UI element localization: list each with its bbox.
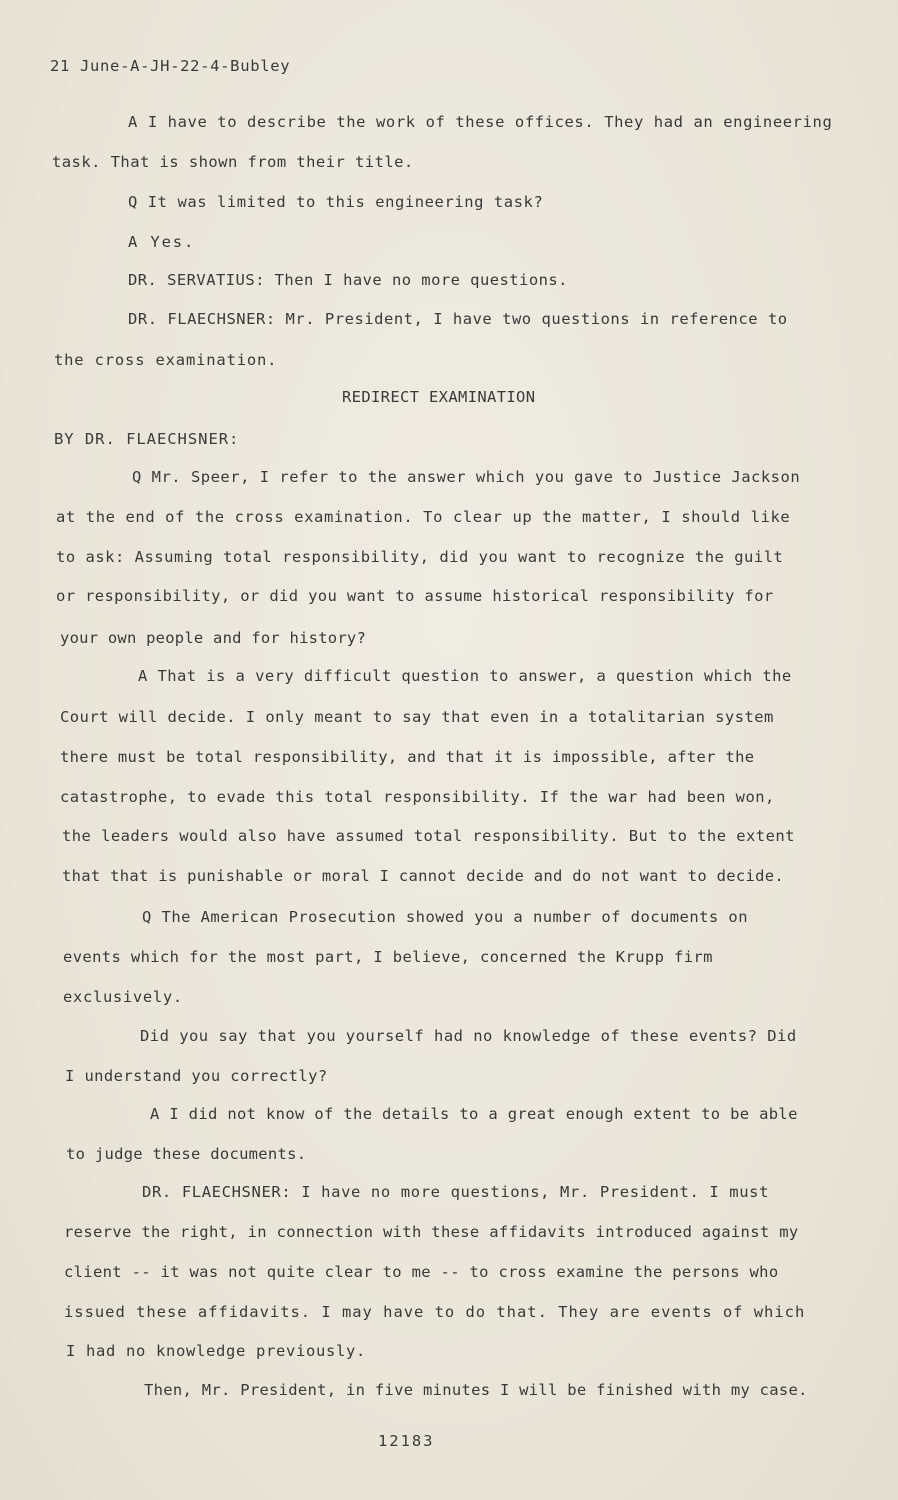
text-line: Q The American Prosecution showed you a number of documents on (142, 908, 748, 926)
text-line: the leaders would also have assumed total responsibility. But to the extent (62, 827, 795, 845)
text-line: your own people and for history? (60, 629, 367, 647)
text-line: I understand you correctly? (65, 1067, 328, 1085)
text-line: client -- it was not quite clear to me -- to cross examine the persons who (64, 1263, 779, 1281)
text-line: DR. FLAECHSNER: I have no more questions, Mr. President. I must (142, 1183, 770, 1201)
text-line: DR. SERVATIUS: Then I have no more questions. (128, 271, 568, 289)
text-line: to ask: Assuming total responsibility, did you want to recognize the guilt (56, 548, 784, 566)
text-line: BY DR. FLAECHSNER: (54, 430, 240, 448)
text-line: A I have to describe the work of these offices. They had an engineering (128, 113, 833, 131)
text-line: or responsibility, or did you want to assume historical responsibility for (56, 587, 774, 605)
text-line: Did you say that you yourself had no knowledge of these events? Did (140, 1027, 797, 1045)
section-heading: REDIRECT EXAMINATION (342, 388, 536, 406)
text-line: Q It was limited to this engineering task? (128, 193, 544, 211)
text-line: Court will decide. I only meant to say that even in a totalitarian system (60, 708, 774, 726)
text-line: Q Mr. Speer, I refer to the answer which you gave to Justice Jackson (132, 468, 801, 486)
text-line: task. That is shown from their title. (52, 153, 414, 171)
text-line: there must be total responsibility, and that it is impossible, after the (60, 748, 755, 766)
text-line: exclusively. (63, 988, 183, 1006)
document-header: 21 June-A-JH-22-4-Bubley (50, 57, 291, 75)
text-line: to judge these documents. (66, 1145, 307, 1163)
text-line: A That is a very difficult question to answer, a question which the (138, 667, 792, 685)
text-line: that that is punishable or moral I cannot decide and do not want to decide. (62, 867, 784, 885)
text-line: reserve the right, in connection with these affidavits introduced against my (64, 1223, 799, 1241)
text-line: events which for the most part, I believe, concerned the Krupp firm (63, 948, 713, 966)
text-line: A Yes. (128, 233, 196, 251)
text-line: I had no knowledge previously. (66, 1342, 366, 1360)
text-line: issued these affidavits. I may have to do that. They are events of which (64, 1303, 806, 1321)
text-line: Then, Mr. President, in five minutes I will be finished with my case. (144, 1381, 808, 1399)
text-line: catastrophe, to evade this total responsibility. If the war had been won, (60, 788, 775, 806)
text-line: at the end of the cross examination. To clear up the matter, I should like (56, 508, 791, 526)
page-number: 12183 (378, 1432, 435, 1450)
text-line: A I did not know of the details to a great enough extent to be able (150, 1105, 798, 1123)
text-line: the cross examination. (54, 351, 278, 369)
text-line: DR. FLAECHSNER: Mr. President, I have two questions in reference to (128, 310, 788, 328)
